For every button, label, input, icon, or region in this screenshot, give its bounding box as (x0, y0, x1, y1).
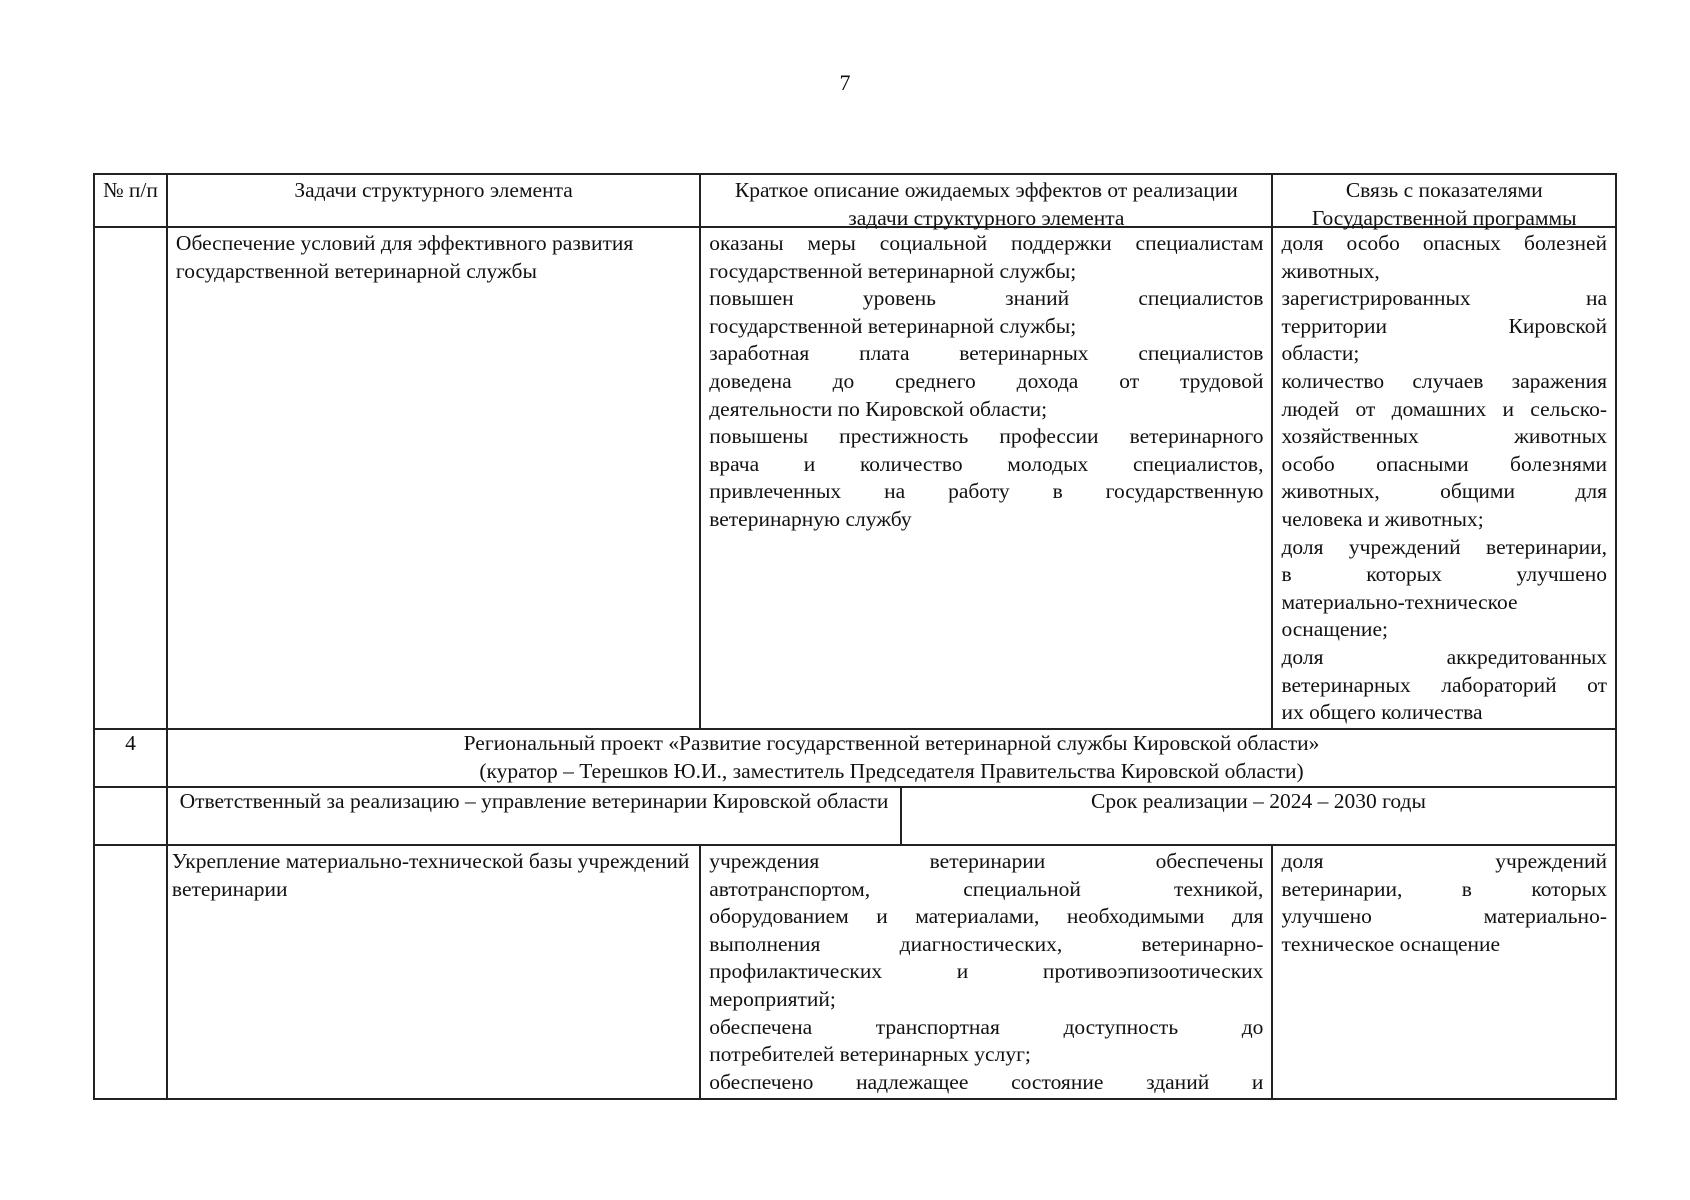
text-line: ветеринарных лабораторий от (1281, 672, 1607, 697)
text-line: области; (1281, 341, 1360, 366)
text-line: техническое оснащение (1281, 931, 1501, 956)
text-line: доля аккредитованных (1281, 644, 1607, 669)
text-line: автотранспортом, специальной техникой, (709, 876, 1264, 901)
text-line: государственной ветеринарной службы; (709, 313, 1077, 338)
text-line: повышены престижность профессии ветеринарного (709, 424, 1264, 449)
row-last-task: Укрепление материально-технической базы учреждений ветеринарии (168, 846, 701, 1098)
text-line: их общего количества (1281, 700, 1483, 725)
text-line: доля учреждений ветеринарии, (1281, 534, 1607, 559)
row-main-effects (701, 228, 1273, 728)
header-effects: Краткое описание ожидаемых эффектов от реализации задачи структурного элемента (701, 175, 1273, 226)
table-row-responsible (95, 788, 1617, 846)
responsible-num (95, 788, 168, 844)
table-header-row (95, 175, 1617, 228)
text-line: материально-техническое (1281, 589, 1518, 614)
row-last-indicators (1273, 846, 1617, 1098)
text-line: потребителей ветеринарных услуг; (709, 1042, 1031, 1067)
row-main-task: Обеспечение условий для эффективного развития государственной ветеринарной службы (168, 228, 701, 728)
text-line: особо опасными болезнями (1281, 451, 1607, 476)
text-line: доля учреждений (1281, 849, 1607, 873)
text-line: хозяйственных животных (1281, 424, 1607, 449)
text-line: деятельности по Кировской области; (709, 396, 1048, 421)
project-title-line2: (куратор – Терешков Ю.И., заместитель Председателя Правительства Кировской области) (479, 758, 1304, 783)
text-line: зарегистрированных на (1281, 286, 1607, 311)
text-line: привлеченных на работу в государственную (709, 479, 1264, 504)
text-line: доведена до среднего дохода от трудовой (709, 368, 1264, 393)
page-number: 7 (839, 70, 851, 95)
responsible-text: Ответственный за реализацию – управление ветеринарии Кировской области (168, 788, 902, 844)
text-line: человека и животных; (1281, 506, 1484, 531)
text-line: улучшено материально- (1281, 904, 1607, 929)
header-num: № п/п (95, 175, 168, 226)
text-line: государственной ветеринарной службы; (709, 258, 1077, 283)
text-line: в которых улучшено (1281, 562, 1607, 587)
term-text: Срок реализации – 2024 – 2030 годы (902, 788, 1617, 844)
text-line: повышен уровень знаний специалистов (709, 286, 1264, 311)
row-last-effects (701, 846, 1273, 1098)
text-line: учреждения ветеринарии обеспечены (709, 849, 1264, 873)
document-table (93, 173, 1617, 1100)
text-line: животных, (1281, 258, 1380, 283)
text-line: ветеринарную службу (709, 506, 912, 531)
project-title (168, 730, 1617, 786)
row-last-num (95, 846, 168, 1098)
text-line: обеспечена транспортная доступность до (709, 1014, 1264, 1039)
header-tasks: Задачи структурного элемента (168, 175, 701, 226)
header-indicators: Связь с показателями Государственной программы (1273, 175, 1617, 226)
project-num: 4 (95, 730, 168, 786)
row-main-num (95, 228, 168, 728)
text-line: врача и количество молодых специалистов, (709, 451, 1264, 476)
text-line: выполнения диагностических, ветеринарно- (709, 931, 1264, 956)
text-line: заработная плата ветеринарных специалистов (709, 341, 1264, 366)
text-line: людей от домашних и сельско- (1281, 396, 1607, 421)
text-line: мероприятий; (709, 986, 836, 1011)
text-line: животных, общими для (1281, 479, 1607, 504)
row-main-indicators (1273, 228, 1617, 728)
text-line: обеспечено надлежащее состояние зданий и (709, 1069, 1264, 1094)
text-line: оснащение; (1281, 617, 1388, 642)
text-line: оборудованием и материалами, необходимыми для (709, 904, 1264, 929)
table-row (95, 846, 1617, 1100)
project-title-line1: Региональный проект «Развитие государственной ветеринарной службы Кировской области» (463, 731, 1320, 755)
text-line: оказаны меры социальной поддержки специалистам (709, 231, 1264, 255)
table-row (95, 228, 1617, 730)
text-line: доля особо опасных болезней (1281, 231, 1607, 255)
table-row-project (95, 730, 1617, 788)
text-line: количество случаев заражения (1281, 368, 1607, 393)
text-line: профилактических и противоэпизоотических (709, 959, 1264, 984)
text-line: ветеринарии, в которых (1281, 876, 1607, 901)
text-line: территории Кировской (1281, 313, 1607, 338)
